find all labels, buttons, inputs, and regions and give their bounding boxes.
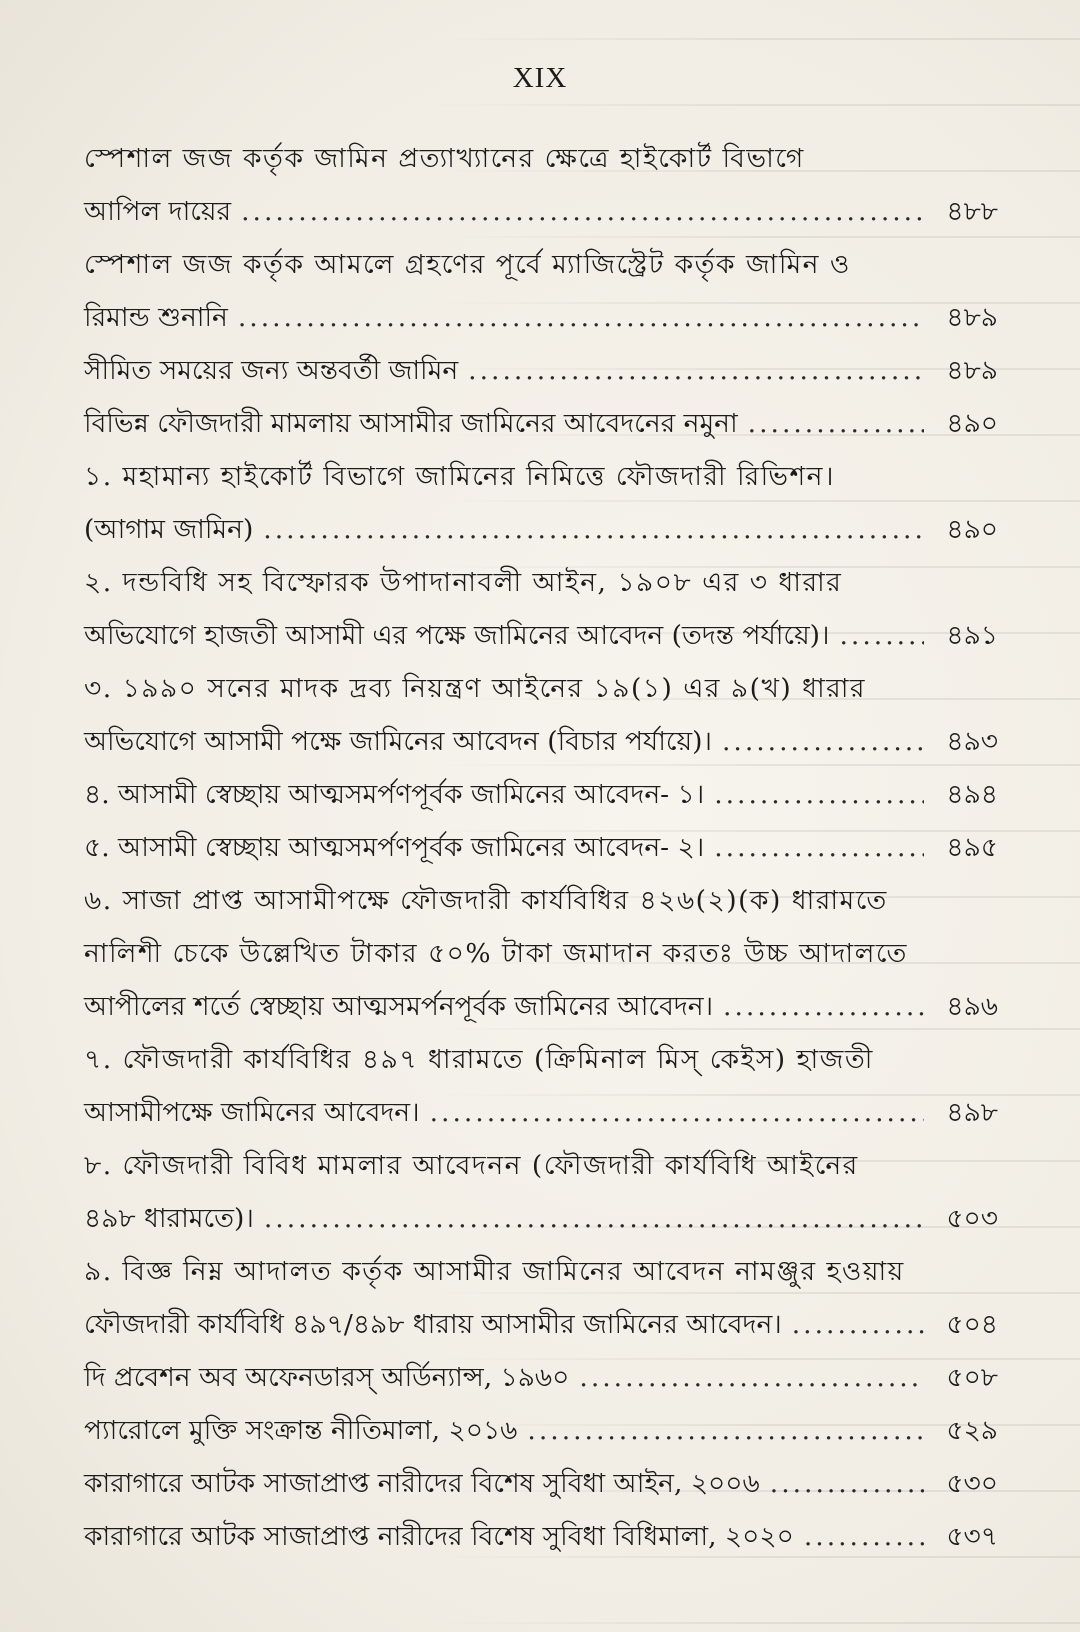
toc-entry-title: কারাগারে আটক সাজাপ্রাপ্ত নারীদের বিশেষ সুবিধা বিধিমালা, ২০২০ bbox=[84, 1521, 794, 1552]
page-number: XIX bbox=[512, 62, 568, 94]
toc-entry-title: দি প্রবেশন অব অফেনডারস্ অর্ডিন্যান্স, ১৯৬০ bbox=[84, 1362, 570, 1393]
toc-entry-title: ২. দন্ডবিধি সহ বিস্ফোরক উপাদানাবলী আইন, ১৯০৮ এর ৩ ধারার bbox=[84, 567, 843, 598]
toc-entry-page: ৪৯৩ bbox=[946, 726, 998, 757]
toc-entry-line bbox=[84, 503, 998, 556]
toc-entry-line bbox=[84, 1351, 998, 1404]
toc-entry-title: ৬. সাজা প্রাপ্ত আসামীপক্ষে ফৌজদারী কার্যবিধির ৪২৬(২)(ক) ধারামতে bbox=[84, 885, 888, 916]
toc-entry bbox=[84, 556, 998, 662]
toc-entry-page: ৫৩০ bbox=[946, 1468, 998, 1499]
toc-entry-title: ৪. আসামী স্বেচ্ছায় আত্মসমর্পণপূর্বক জামিনের আবেদন- ১। bbox=[84, 779, 705, 810]
toc-entry-line bbox=[84, 1457, 998, 1510]
toc-entry-line bbox=[84, 662, 998, 715]
dot-leader bbox=[714, 768, 924, 821]
toc-entry-page: ৪৮৮ bbox=[946, 196, 998, 227]
dot-leader bbox=[263, 503, 924, 556]
toc-entry-title: ৫. আসামী স্বেচ্ছায় আত্মসমর্পণপূর্বক জামিনের আবেদন- ২। bbox=[84, 832, 705, 863]
toc-entry-line bbox=[84, 874, 998, 927]
toc-entry-title: স্পেশাল জজ কর্তৃক আমলে গ্রহণের পূর্বে ম্যাজিস্ট্রেট কর্তৃক জামিন ও bbox=[84, 249, 851, 280]
toc-entry bbox=[84, 874, 998, 1033]
dot-leader bbox=[770, 1457, 924, 1510]
table-of-contents bbox=[84, 132, 998, 1563]
dot-leader bbox=[804, 1510, 924, 1563]
toc-entry-page: ৫৩৭ bbox=[946, 1521, 998, 1552]
toc-entry-page: ৪৯০ bbox=[946, 514, 998, 545]
toc-entry-title: (আগাম জামিন) bbox=[84, 514, 254, 545]
dot-leader bbox=[430, 1086, 924, 1139]
dot-leader bbox=[264, 1192, 924, 1245]
toc-entry bbox=[84, 1245, 998, 1351]
toc-entry-title: ১. মহামান্য হাইকোর্ট বিভাগে জামিনের নিমিত্তে ফৌজদারী রিভিশন। bbox=[84, 461, 835, 492]
dot-leader bbox=[579, 1351, 924, 1404]
toc-entry-page: ৪৮৯ bbox=[946, 355, 998, 386]
toc-entry-page: ৫২৯ bbox=[946, 1415, 998, 1446]
toc-entry-title: ফৌজদারী কার্যবিধি ৪৯৭/৪৯৮ ধারায় আসামীর জামিনের আবেদন। bbox=[84, 1309, 782, 1340]
toc-entry-line bbox=[84, 609, 998, 662]
toc-entry-line bbox=[84, 1404, 998, 1457]
toc-entry-line bbox=[84, 556, 998, 609]
toc-entry-title: প্যারোলে মুক্তি সংক্রান্ত নীতিমালা, ২০১৬ bbox=[84, 1415, 518, 1446]
toc-entry-line bbox=[84, 768, 998, 821]
dot-leader bbox=[840, 609, 925, 662]
toc-entry-line bbox=[84, 1139, 998, 1192]
toc-entry bbox=[84, 450, 998, 556]
toc-entry-page: ৪৯৫ bbox=[946, 832, 998, 863]
toc-entry-title: ৯. বিজ্ঞ নিম্ন আদালত কর্তৃক আসামীর জামিনের আবেদন নামঞ্জুর হওয়ায় bbox=[84, 1256, 905, 1287]
toc-entry-line bbox=[84, 397, 998, 450]
toc-entry-page: ৫০৪ bbox=[946, 1309, 998, 1340]
toc-entry-title: আসামীপক্ষে জামিনের আবেদন। bbox=[84, 1097, 420, 1128]
toc-entry-title: ৩. ১৯৯০ সনের মাদক দ্রব্য নিয়ন্ত্রণ আইনের ১৯(১) এর ৯(খ) ধারার bbox=[84, 673, 866, 704]
toc-entry bbox=[84, 1510, 998, 1563]
toc-entry bbox=[84, 344, 998, 397]
toc-entry-page: ৫০৩ bbox=[946, 1203, 998, 1234]
dot-leader bbox=[714, 821, 924, 874]
toc-entry bbox=[84, 1139, 998, 1245]
toc-entry-line bbox=[84, 185, 998, 238]
toc-entry-title: ৭. ফৌজদারী কার্যবিধির ৪৯৭ ধারামতে (ক্রিমিনাল মিস্ কেইস) হাজতী bbox=[84, 1044, 874, 1075]
toc-entry-page: ৪৯৪ bbox=[946, 779, 998, 810]
toc-entry bbox=[84, 238, 998, 344]
dot-leader bbox=[723, 980, 924, 1033]
toc-entry bbox=[84, 1351, 998, 1404]
toc-entry-page: ৪৯৮ bbox=[946, 1097, 998, 1128]
toc-entry-title: সীমিত সময়ের জন্য অন্তবর্তী জামিন bbox=[84, 355, 459, 386]
toc-entry bbox=[84, 132, 998, 238]
toc-entry-title: অভিযোগে হাজতী আসামী এর পক্ষে জামিনের আবেদন (তদন্ত পর্যায়ে)। bbox=[84, 620, 830, 651]
toc-entry-line bbox=[84, 291, 998, 344]
toc-entry-line bbox=[84, 238, 998, 291]
dot-leader bbox=[722, 715, 924, 768]
toc-entry-title: অভিযোগে আসামী পক্ষে জামিনের আবেদন (বিচার পর্যায়ে)। bbox=[84, 726, 712, 757]
toc-entry-line bbox=[84, 1086, 998, 1139]
toc-entry-title: স্পেশাল জজ কর্তৃক জামিন প্রত্যাখ্যানের ক্ষেত্রে হাইকোর্ট বিভাগে bbox=[84, 143, 805, 174]
toc-entry-title: আপীলের শর্তে স্বেচ্ছায় আত্মসমর্পনপূর্বক জামিনের আবেদন। bbox=[84, 991, 714, 1022]
dot-leader bbox=[238, 291, 924, 344]
dot-leader bbox=[748, 397, 924, 450]
toc-entry-line bbox=[84, 132, 998, 185]
toc-entry-page: ৪৯১ bbox=[946, 620, 998, 651]
toc-entry-title: রিমান্ড শুনানি bbox=[84, 302, 228, 333]
toc-entry-title: আপিল দায়ের bbox=[84, 196, 232, 227]
dot-leader bbox=[241, 185, 924, 238]
toc-entry-title: ৮. ফৌজদারী বিবিধ মামলার আবেদনন (ফৌজদারী কার্যবিধি আইনের bbox=[84, 1150, 859, 1181]
toc-entry-line bbox=[84, 1245, 998, 1298]
toc-entry bbox=[84, 768, 998, 821]
toc-entry-title: ৪৯৮ ধারামতে)। bbox=[84, 1203, 254, 1234]
toc-entry-page: ৪৯০ bbox=[946, 408, 998, 439]
toc-entry bbox=[84, 397, 998, 450]
toc-entry-title: কারাগারে আটক সাজাপ্রাপ্ত নারীদের বিশেষ সুবিধা আইন, ২০০৬ bbox=[84, 1468, 760, 1499]
toc-entry-line bbox=[84, 1192, 998, 1245]
toc-entry bbox=[84, 1033, 998, 1139]
toc-entry bbox=[84, 1457, 998, 1510]
dot-leader bbox=[468, 344, 924, 397]
toc-entry-page: ৫০৮ bbox=[946, 1362, 998, 1393]
toc-entry-line bbox=[84, 715, 998, 768]
toc-entry-line bbox=[84, 344, 998, 397]
toc-entry-line bbox=[84, 980, 998, 1033]
toc-entry-title: বিভিন্ন ফৌজদারী মামলায় আসামীর জামিনের আবেদনের নমুনা bbox=[84, 408, 738, 439]
toc-entry-page: ৪৮৯ bbox=[946, 302, 998, 333]
toc-entry bbox=[84, 662, 998, 768]
dot-leader bbox=[792, 1298, 924, 1351]
toc-entry bbox=[84, 821, 998, 874]
toc-entry-title: নালিশী চেকে উল্লেখিত টাকার ৫০% টাকা জমাদান করতঃ উচ্চ আদালতে bbox=[84, 938, 908, 969]
toc-entry-line bbox=[84, 927, 998, 980]
toc-entry-page: ৪৯৬ bbox=[946, 991, 998, 1022]
toc-entry-line bbox=[84, 1510, 998, 1563]
toc-entry-line bbox=[84, 450, 998, 503]
toc-entry-line bbox=[84, 1033, 998, 1086]
toc-entry-line bbox=[84, 821, 998, 874]
toc-entry bbox=[84, 1404, 998, 1457]
toc-entry-line bbox=[84, 1298, 998, 1351]
dot-leader bbox=[527, 1404, 924, 1457]
